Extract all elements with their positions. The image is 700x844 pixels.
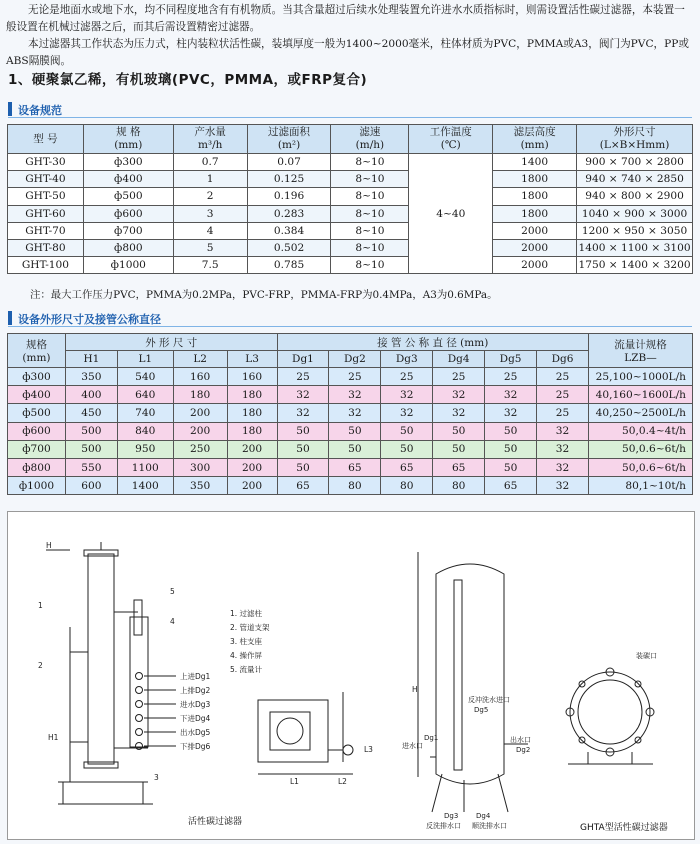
- cell-layer: 2000: [493, 239, 577, 256]
- spec-table-row: [8, 239, 693, 256]
- cell-speed: 8~10: [331, 205, 409, 222]
- cell-value: 80: [433, 477, 485, 495]
- cell-spec: ф700: [8, 440, 66, 458]
- header-unit: (℃): [440, 139, 461, 151]
- header-text: 工作温度: [429, 126, 472, 138]
- label-dg5: Dg5: [474, 706, 489, 714]
- label-backwash-drain: 反洗排水口: [426, 822, 461, 830]
- valve-icon: [136, 729, 143, 736]
- subheader-cell: L1: [117, 351, 173, 368]
- cell-value: 32: [277, 404, 329, 422]
- cell-spec: ф500: [8, 404, 66, 422]
- cell-speed: 8~10: [331, 239, 409, 256]
- cell-model: GHT-30: [8, 154, 84, 171]
- cell-value: 50: [277, 440, 329, 458]
- header-text: 产水量: [194, 126, 226, 138]
- cell-value: 25: [381, 368, 433, 386]
- subheader-cell: Dg3: [381, 351, 433, 368]
- cell-value: 80: [329, 477, 381, 495]
- legend-item: 4. 操作屏: [230, 651, 263, 660]
- cell-flowmeter: 50,0.6~6t/h: [588, 458, 692, 476]
- header-size: [577, 125, 693, 154]
- tank-leg: [432, 774, 442, 812]
- cell-value: 32: [537, 458, 589, 476]
- cell-value: 160: [173, 368, 227, 386]
- spec-table-row: [8, 222, 693, 239]
- spec-table-row: [8, 205, 693, 222]
- header-spec: [83, 125, 173, 154]
- cell-output: 3: [173, 205, 247, 222]
- cell-size: 940 × 740 × 2850: [577, 171, 693, 188]
- cell-value: 32: [537, 422, 589, 440]
- section-bar-icon: [8, 311, 12, 325]
- section-title: 设备规范: [18, 104, 62, 117]
- cell-speed: 8~10: [331, 257, 409, 274]
- cell-value: 600: [65, 477, 117, 495]
- cell-value: 32: [433, 386, 485, 404]
- cell-size: 1200 × 950 × 3050: [577, 222, 693, 239]
- cell-value: 32: [537, 440, 589, 458]
- cell-value: 300: [173, 458, 227, 476]
- subheader-cell: Dg4: [433, 351, 485, 368]
- cell-value: 350: [65, 368, 117, 386]
- cell-spec: ф300: [8, 368, 66, 386]
- plan-view-column: [277, 718, 303, 744]
- label-tank-h: H: [412, 685, 418, 694]
- spec-table-row: [8, 257, 693, 274]
- ghta-top-view: [570, 672, 650, 752]
- cell-value: 65: [485, 477, 537, 495]
- label-h1: H1: [48, 733, 59, 742]
- cell-flowmeter: 50,0.4~4t/h: [588, 422, 692, 440]
- cell-value: 50: [381, 440, 433, 458]
- cell-model: GHT-70: [8, 222, 84, 239]
- dimension-table: [7, 333, 693, 495]
- cell-value: 25: [485, 368, 537, 386]
- cell-model: GHT-100: [8, 257, 84, 274]
- header-text: 滤速: [359, 126, 381, 138]
- valve-icon: [136, 715, 143, 722]
- section-title: 设备外形尺寸及接管公称直径: [18, 313, 161, 326]
- cell-size: 940 × 800 × 2900: [577, 188, 693, 205]
- header-flowmeter: [588, 334, 692, 368]
- legend-item: 1. 过滤柱: [230, 609, 263, 618]
- cell-value: 50: [277, 458, 329, 476]
- cell-value: 500: [65, 422, 117, 440]
- panel-valve-label: 下进Dg4: [180, 714, 211, 723]
- cell-spec: ф500: [83, 188, 173, 205]
- cell-value: 65: [433, 458, 485, 476]
- header-text: 型 号: [33, 132, 58, 145]
- cell-value: 32: [485, 404, 537, 422]
- section-rule: [8, 117, 692, 118]
- legend-item: 3. 柱支座: [230, 637, 263, 646]
- operation-panel: [130, 617, 148, 747]
- cell-value: 32: [277, 386, 329, 404]
- cell-size: 1400 × 1100 × 3100: [577, 239, 693, 256]
- subheader-cell: Dg5: [485, 351, 537, 368]
- cell-value: 950: [117, 440, 173, 458]
- subheader-cell: L2: [173, 351, 227, 368]
- cell-value: 200: [173, 404, 227, 422]
- cell-value: 1400: [117, 477, 173, 495]
- cell-value: 180: [227, 422, 277, 440]
- cell-value: 50: [277, 422, 329, 440]
- cell-value: 32: [485, 386, 537, 404]
- caption-left: 活性碳过滤器: [188, 817, 243, 827]
- intro-text: [6, 2, 694, 70]
- cell-spec: ф800: [8, 458, 66, 476]
- header-area: [247, 125, 331, 154]
- cell-spec: ф600: [8, 422, 66, 440]
- subheader-cell: Dg2: [329, 351, 381, 368]
- cell-value: 65: [381, 458, 433, 476]
- cell-value: 32: [433, 404, 485, 422]
- label-water-inlet: 进水口: [402, 742, 423, 750]
- cell-value: 550: [65, 458, 117, 476]
- cell-layer: 1400: [493, 154, 577, 171]
- plan-view-frame: [258, 700, 328, 762]
- intro-paragraph-1: 无论是地面水或地下水，均不同程度地含有有机物质。当其含量超过后续水处理装置允许进水水质指标时，则需设置活性碳过滤器，本装置一般设置在机械过滤器之后，而其后需设置精密过滤器。: [6, 4, 685, 33]
- cell-value: 25: [537, 404, 589, 422]
- legend-item: 2. 管道支架: [230, 623, 270, 632]
- filter-column: [88, 554, 114, 764]
- cell-value: 200: [227, 440, 277, 458]
- column-bottom-flange: [84, 762, 118, 768]
- panel-valve-label: 上进Dg1: [180, 672, 211, 681]
- cell-speed: 8~10: [331, 222, 409, 239]
- header-model: [8, 125, 84, 154]
- panel-valve-label: 出水Dg5: [180, 728, 211, 737]
- section-equipment-spec: [8, 100, 692, 118]
- header-pipe: 接 管 公 称 直 径 (mm): [277, 334, 588, 351]
- internal-pipe: [454, 580, 462, 770]
- cell-flowmeter: 40,250~2500L/h: [588, 404, 692, 422]
- header-output: [173, 125, 247, 154]
- callout-4: 4: [170, 617, 175, 626]
- header-text: 滤层高度: [513, 126, 556, 138]
- valve-icon: [136, 701, 143, 708]
- label-forwash-drain: 顺洗排水口: [472, 822, 507, 830]
- cell-temp: 4~40: [409, 154, 493, 274]
- cell-model: GHT-60: [8, 205, 84, 222]
- cell-value: 160: [227, 368, 277, 386]
- subheader-cell: H1: [65, 351, 117, 368]
- cell-value: 640: [117, 386, 173, 404]
- header-layer: [493, 125, 577, 154]
- header-text: 外形尺寸: [613, 126, 656, 138]
- label-l3: L3: [364, 745, 373, 754]
- cell-value: 840: [117, 422, 173, 440]
- cell-area: 0.196: [247, 188, 331, 205]
- header-text: 流量计规格: [614, 339, 667, 351]
- header-unit: LZB—: [624, 352, 657, 364]
- cell-output: 2: [173, 188, 247, 205]
- cell-value: 25: [537, 386, 589, 404]
- cell-value: 50: [433, 440, 485, 458]
- diagram-drawing: [8, 512, 694, 839]
- tank-body: [436, 564, 504, 784]
- section-rule: [8, 326, 692, 327]
- cell-value: 540: [117, 368, 173, 386]
- cell-value: 50: [485, 440, 537, 458]
- cell-value: 200: [173, 422, 227, 440]
- dimension-table-row: [8, 422, 693, 440]
- cell-size: 1040 × 900 × 3000: [577, 205, 693, 222]
- header-unit: (m²): [277, 139, 301, 151]
- cell-area: 0.125: [247, 171, 331, 188]
- cell-value: 80: [381, 477, 433, 495]
- cell-value: 50: [329, 422, 381, 440]
- cell-speed: 8~10: [331, 171, 409, 188]
- cell-output: 4: [173, 222, 247, 239]
- header-dimensions: 外 形 尺 寸: [65, 334, 277, 351]
- label-dg2: Dg2: [516, 746, 531, 754]
- panel-valve-label: 进水Dg3: [180, 700, 211, 709]
- cell-value: 180: [227, 404, 277, 422]
- cell-value: 450: [65, 404, 117, 422]
- label-l1: L1: [290, 777, 299, 786]
- cell-model: GHT-80: [8, 239, 84, 256]
- label-dg1: Dg1: [424, 734, 439, 742]
- dimension-table-row: [8, 477, 693, 495]
- cell-value: 25: [277, 368, 329, 386]
- header-unit: m³/h: [197, 139, 223, 151]
- cell-spec: ф800: [83, 239, 173, 256]
- cell-layer: 2000: [493, 257, 577, 274]
- cell-value: 180: [227, 386, 277, 404]
- cell-value: 32: [329, 404, 381, 422]
- cell-flowmeter: 25,100~1000L/h: [588, 368, 692, 386]
- label-l2: L2: [338, 777, 347, 786]
- cell-flowmeter: 40,160~1600L/h: [588, 386, 692, 404]
- cell-size: 1750 × 1400 × 3200: [577, 257, 693, 274]
- valve-icon: [136, 687, 143, 694]
- spec-table-row: [8, 154, 693, 171]
- header-text: 规格: [25, 339, 47, 351]
- valve-icon: [136, 673, 143, 680]
- spec-table-header: [8, 125, 693, 154]
- cell-value: 32: [381, 404, 433, 422]
- cell-value: 400: [65, 386, 117, 404]
- column-top-flange: [84, 550, 118, 556]
- cell-spec: ф1000: [83, 257, 173, 274]
- legend-item: 5. 流量计: [230, 665, 263, 674]
- cell-layer: 1800: [493, 188, 577, 205]
- label-backwash-inlet: 反冲洗水进口: [468, 696, 510, 704]
- panel-valve-label: 上排Dg2: [180, 686, 211, 695]
- cell-value: 32: [329, 386, 381, 404]
- header-speed: [331, 125, 409, 154]
- label-water-outlet: 出水口: [510, 736, 531, 744]
- cell-area: 0.384: [247, 222, 331, 239]
- label-carbon-inlet: 装碳口: [636, 652, 657, 660]
- cell-spec: ф400: [83, 171, 173, 188]
- cell-spec: ф600: [83, 205, 173, 222]
- cell-value: 50: [485, 458, 537, 476]
- cell-output: 1: [173, 171, 247, 188]
- dimension-table-row: [8, 386, 693, 404]
- spec-table: [7, 124, 693, 274]
- spec-table-row: [8, 188, 693, 205]
- header-unit: (mm): [114, 139, 143, 151]
- dimension-table-row: [8, 458, 693, 476]
- callout-1: 1: [38, 601, 43, 610]
- dimension-header-row-1: [8, 334, 693, 351]
- subheader-cell: Dg1: [277, 351, 329, 368]
- cell-value: 32: [537, 477, 589, 495]
- callout-3: 3: [154, 773, 159, 782]
- header-text: 过滤面积: [268, 126, 311, 138]
- cell-value: 50: [329, 440, 381, 458]
- header-unit: (mm): [520, 139, 549, 151]
- cell-value: 200: [227, 477, 277, 495]
- intro-paragraph-2: 本过滤器其工作状态为压力式，柱内装粒状活性碳，装填厚度一般为1400~2000毫米，柱体材质为PVC，PMMA或A3，阀门为PVC，PP或ABS隔膜阀。: [6, 38, 689, 67]
- subheader-cell: Dg6: [537, 351, 589, 368]
- filter-diagram: [7, 511, 695, 840]
- cell-value: 50: [485, 422, 537, 440]
- cell-value: 1100: [117, 458, 173, 476]
- label-dg4: Dg4: [476, 812, 491, 820]
- cell-layer: 1800: [493, 205, 577, 222]
- header-unit: (mm): [22, 352, 51, 364]
- dimension-table-row: [8, 368, 693, 386]
- header-temp: [409, 125, 493, 154]
- material-heading: 1、硬聚氯乙稀，有机玻璃(PVC，PMMA，或FRP复合): [8, 72, 368, 88]
- cell-spec: ф300: [83, 154, 173, 171]
- dimension-table-row: [8, 404, 693, 422]
- callout-5: 5: [170, 587, 175, 596]
- dimension-table-row: [8, 440, 693, 458]
- cell-spec: ф1000: [8, 477, 66, 495]
- cell-area: 0.07: [247, 154, 331, 171]
- cell-value: 25: [537, 368, 589, 386]
- cell-area: 0.283: [247, 205, 331, 222]
- cell-area: 0.785: [247, 257, 331, 274]
- label-h: H: [46, 541, 52, 550]
- cell-value: 180: [173, 386, 227, 404]
- cell-value: 250: [173, 440, 227, 458]
- header-unit: (L×B×Hmm): [599, 139, 670, 151]
- cell-size: 900 × 700 × 2800: [577, 154, 693, 171]
- cell-value: 500: [65, 440, 117, 458]
- cell-value: 50: [433, 422, 485, 440]
- cell-value: 65: [277, 477, 329, 495]
- cell-flowmeter: 50,0.6~6t/h: [588, 440, 692, 458]
- label-dg3: Dg3: [444, 812, 459, 820]
- header-text: 规 格: [116, 126, 141, 138]
- cell-spec: ф400: [8, 386, 66, 404]
- cell-speed: 8~10: [331, 188, 409, 205]
- section-bar-icon: [8, 102, 12, 116]
- cell-output: 0.7: [173, 154, 247, 171]
- cell-area: 0.502: [247, 239, 331, 256]
- cell-value: 50: [381, 422, 433, 440]
- spec-table-row: [8, 171, 693, 188]
- header-spec: [8, 334, 66, 368]
- cell-speed: 8~10: [331, 154, 409, 171]
- cell-layer: 1800: [493, 171, 577, 188]
- panel-valve-label: 下排Dg6: [180, 742, 211, 751]
- cell-value: 25: [329, 368, 381, 386]
- subheader-cell: L3: [227, 351, 277, 368]
- header-unit: (m/h): [355, 139, 385, 151]
- cell-flowmeter: 80,1~10t/h: [588, 477, 692, 495]
- pressure-note: 注：最大工作压力PVC，PMMA为0.2MPa，PVC-FRP，PMMA-FRP为0.4MPa，A3为0.6MPa。: [30, 289, 498, 301]
- cell-output: 5: [173, 239, 247, 256]
- cell-value: 200: [227, 458, 277, 476]
- cell-value: 32: [381, 386, 433, 404]
- cell-value: 740: [117, 404, 173, 422]
- cell-spec: ф700: [83, 222, 173, 239]
- cell-layer: 2000: [493, 222, 577, 239]
- section-dimensions: [8, 309, 692, 327]
- cell-model: GHT-50: [8, 188, 84, 205]
- cell-output: 7.5: [173, 257, 247, 274]
- callout-2: 2: [38, 661, 43, 670]
- caption-right: GHTA型活性碳过滤器: [580, 823, 668, 833]
- cell-value: 350: [173, 477, 227, 495]
- cell-value: 25: [433, 368, 485, 386]
- cell-model: GHT-40: [8, 171, 84, 188]
- tank-leg: [498, 774, 508, 812]
- cell-value: 65: [329, 458, 381, 476]
